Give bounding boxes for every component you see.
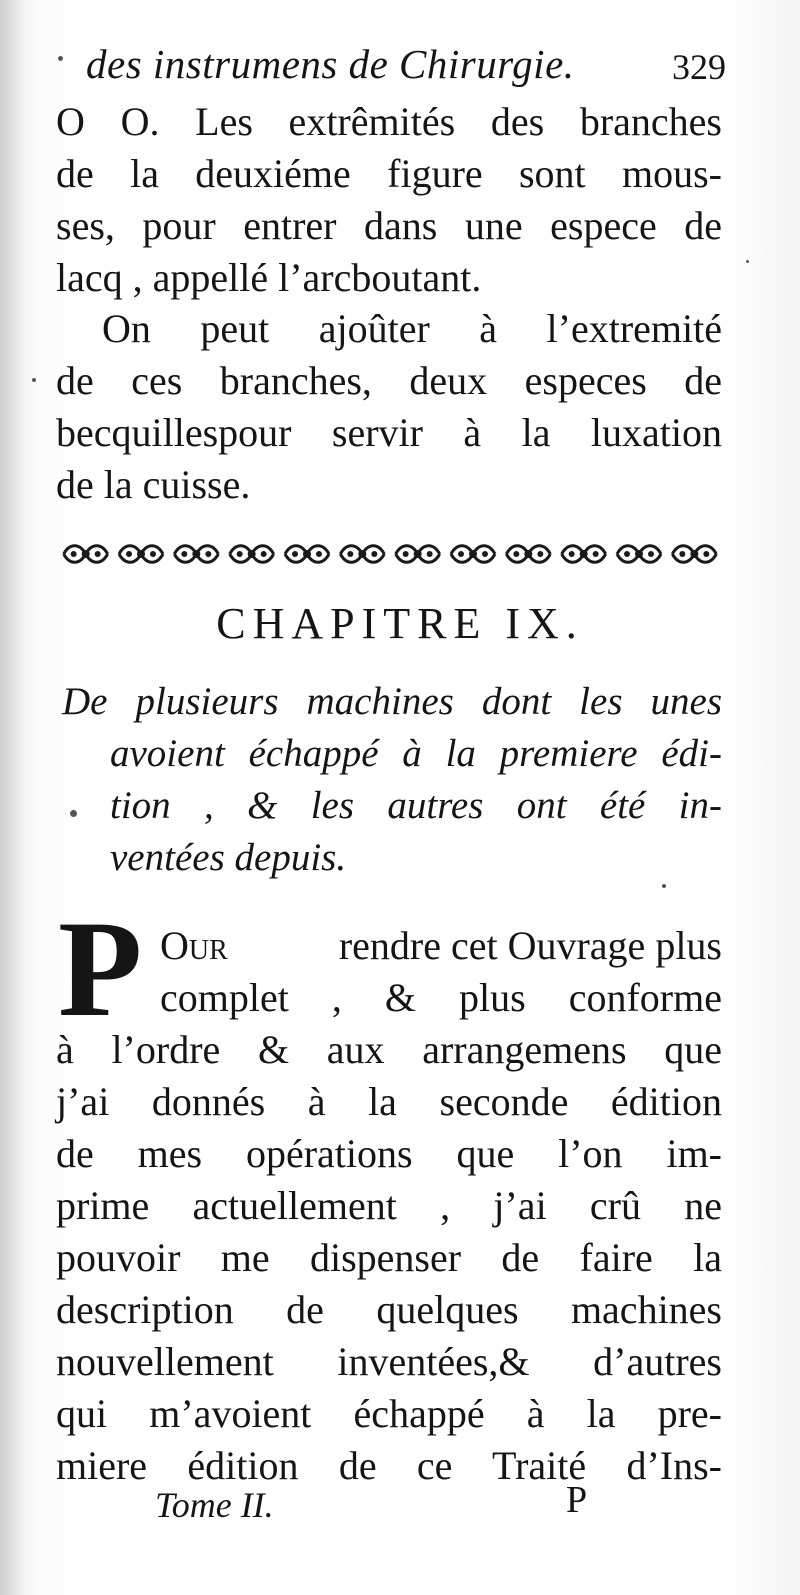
- text-line: nouvellement inventées,& d’autres: [56, 1339, 722, 1384]
- ink-speck: [746, 260, 749, 263]
- text-line: On peut ajoûter à l’extremité: [102, 306, 722, 351]
- text-line: de mes opérations que l’on im-: [56, 1131, 722, 1176]
- text-line: prime actuellement , j’ai crû ne: [56, 1183, 722, 1228]
- fleuron-ornament: [562, 546, 606, 563]
- fleuron-ornament: [617, 546, 661, 563]
- fleuron-ornament: [396, 546, 440, 563]
- text-line: O O. Les extrêmités des branches: [56, 99, 722, 144]
- chapter-title: CHAPITRE IX.: [216, 599, 584, 648]
- ink-speck: [662, 884, 666, 888]
- fleuron-ornament: [174, 546, 218, 563]
- text-line: j’ai donnés à la seconde édition: [56, 1079, 722, 1124]
- running-title: des instrumens de Chirurgie.: [86, 41, 575, 87]
- text-line: de la cuisse.: [56, 462, 251, 507]
- first-line-rest: rendre cet Ouvrage plus: [338, 923, 722, 968]
- text-line: à l’ordre & aux arrangemens que: [56, 1027, 722, 1072]
- text-line: complet , & plus conforme: [160, 975, 722, 1020]
- fleuron-ornament: [285, 546, 329, 563]
- text-line: qui m’avoient échappé à la pre-: [56, 1391, 722, 1436]
- first-word: Our: [160, 923, 228, 968]
- text-line: miere édition de ce Traité d’Ins-: [56, 1443, 722, 1488]
- text-line: de ces branches, deux especes de: [56, 358, 722, 403]
- chapter-subtitle-line: ventées depuis.: [110, 836, 347, 879]
- body-first-line: [160, 920, 722, 974]
- gutter-shadow: [0, 0, 26, 1595]
- ink-speck: [70, 810, 77, 817]
- drop-cap: P: [58, 892, 143, 1045]
- fleuron-ornament: [340, 546, 384, 563]
- chapter-subtitle-line: De plusieurs machines dont les unes: [62, 680, 722, 723]
- fleuron-ornament: [672, 546, 716, 563]
- text-line: description de quelques machines: [56, 1287, 722, 1332]
- chapter-subtitle-line: tion , & les autres ont été in-: [110, 784, 722, 827]
- text-line: de la deuxiéme figure sont mous-: [56, 151, 722, 196]
- fleuron-ornament: [506, 546, 550, 563]
- fleuron-ornament: [119, 546, 163, 563]
- fleuron-ornament: [64, 546, 108, 563]
- text-line: ses, pour entrer dans une espece de: [56, 203, 722, 248]
- fleuron-ornament: [230, 546, 274, 563]
- signature-mark: P: [566, 1479, 588, 1521]
- running-head: [86, 36, 726, 96]
- fleuron-ornament: [451, 546, 495, 563]
- page-number: 329: [672, 47, 726, 87]
- text-line: becquillespour servir à la luxation: [56, 410, 722, 455]
- text-line: pouvoir me dispenser de faire la: [56, 1235, 722, 1280]
- ink-speck: [32, 378, 36, 382]
- text-line: lacq , appellé l’arcboutant.: [56, 255, 482, 300]
- footer-tome: Tome II.: [155, 1485, 274, 1525]
- chapter-subtitle-line: avoient échappé à la premiere édi-: [110, 732, 722, 775]
- ornament-divider: [58, 537, 722, 571]
- ink-speck: [58, 56, 63, 61]
